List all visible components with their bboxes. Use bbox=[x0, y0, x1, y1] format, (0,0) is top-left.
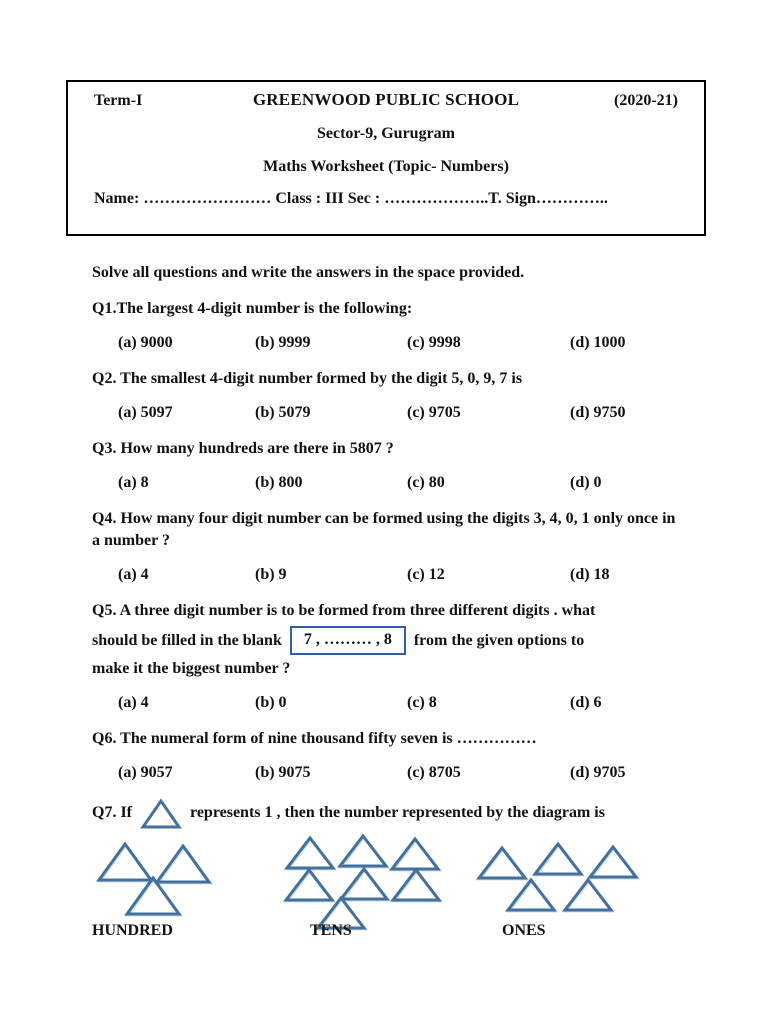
option-d: (d) 9750 bbox=[570, 404, 626, 421]
triangle-icon bbox=[565, 880, 611, 910]
answer-blank-box: 7 , ……… , 8 bbox=[290, 626, 406, 655]
triangle-icon bbox=[286, 870, 332, 900]
ones-label: ONES bbox=[502, 922, 546, 939]
triangle-icon bbox=[392, 839, 438, 869]
hundred-label: HUNDRED bbox=[92, 922, 173, 939]
tens-label: TENS bbox=[310, 922, 352, 939]
option-d: (d) 18 bbox=[570, 566, 610, 583]
triangle-icon bbox=[340, 836, 386, 866]
question-7-prefix: Q7. If bbox=[92, 804, 132, 821]
triangle-icon bbox=[99, 844, 151, 880]
option-d: (d) 0 bbox=[570, 474, 602, 491]
term-label: Term-I bbox=[94, 92, 143, 109]
option-c: (c) 9998 bbox=[407, 334, 461, 351]
triangle-icon bbox=[479, 848, 525, 878]
triangle-icon bbox=[157, 846, 209, 882]
question-3: Q3. How many hundreds are there in 5807 ? bbox=[92, 440, 394, 457]
place-value-diagram bbox=[92, 834, 678, 920]
question-3-options bbox=[92, 472, 678, 494]
school-address: Sector-9, Gurugram bbox=[316, 125, 456, 142]
option-a: (a) 5097 bbox=[118, 404, 173, 421]
triangle-icon bbox=[590, 847, 636, 877]
worksheet-title: Maths Worksheet (Topic- Numbers) bbox=[263, 158, 509, 175]
question-5-text-after-blank: from the given options to bbox=[413, 632, 585, 649]
option-d: (d) 1000 bbox=[570, 334, 626, 351]
hundred-triangles-group bbox=[95, 838, 265, 920]
session-year: (2020-21) bbox=[614, 92, 678, 109]
triangle-icon bbox=[287, 838, 333, 868]
question-6-options bbox=[92, 762, 678, 784]
option-a: (a) 8 bbox=[118, 474, 149, 491]
instruction-text: Solve all questions and write the answers in the space provided. bbox=[92, 264, 525, 281]
header-row-top bbox=[94, 90, 678, 110]
question-5-line2 bbox=[92, 626, 678, 656]
question-5-options bbox=[92, 692, 678, 714]
option-b: (b) 0 bbox=[255, 694, 287, 711]
question-7-suffix: represents 1 , then the number represented by the diagram is bbox=[190, 804, 605, 821]
option-d: (d) 6 bbox=[570, 694, 602, 711]
option-c: (c) 8 bbox=[407, 694, 437, 711]
triangle-icon bbox=[341, 869, 387, 899]
triangle-icon bbox=[140, 798, 182, 830]
option-a: (a) 9057 bbox=[118, 764, 173, 781]
option-b: (b) 9 bbox=[255, 566, 287, 583]
triangle-icon bbox=[393, 870, 439, 900]
worksheet-body bbox=[92, 250, 678, 946]
tens-triangles-group bbox=[283, 834, 445, 930]
triangle-icon bbox=[508, 880, 554, 910]
option-b: (b) 800 bbox=[255, 474, 303, 491]
diagram-labels bbox=[92, 922, 678, 946]
option-b: (b) 5079 bbox=[255, 404, 311, 421]
name-class-sign-line: Name: …………………… Class : III Sec : ………………..T. Sign………….. bbox=[94, 190, 608, 207]
question-5-line1: Q5. A three digit number is to be formed from three different digits . what bbox=[92, 602, 596, 619]
question-1: Q1.The largest 4-digit number is the following: bbox=[92, 300, 413, 317]
option-d: (d) 9705 bbox=[570, 764, 626, 781]
option-c: (c) 12 bbox=[407, 566, 445, 583]
option-a: (a) 4 bbox=[118, 566, 149, 583]
option-a: (a) 4 bbox=[118, 694, 149, 711]
school-name: GREENWOOD PUBLIC SCHOOL bbox=[252, 90, 520, 109]
question-5-text-before-blank: should be filled in the blank bbox=[92, 632, 282, 649]
question-2: Q2. The smallest 4-digit number formed by the digit 5, 0, 9, 7 is bbox=[92, 370, 523, 387]
option-b: (b) 9999 bbox=[255, 334, 311, 351]
option-a: (a) 9000 bbox=[118, 334, 173, 351]
triangle-icon bbox=[535, 844, 581, 874]
question-4-options bbox=[92, 564, 678, 586]
question-2-options bbox=[92, 402, 678, 424]
question-4: Q4. How many four digit number can be formed using the digits 3, 4, 0, 1 only once in a number ? bbox=[92, 510, 676, 549]
header-box bbox=[66, 80, 706, 236]
question-5-line3: make it the biggest number ? bbox=[92, 660, 291, 677]
ones-triangles-group bbox=[475, 838, 643, 916]
question-7 bbox=[92, 798, 678, 828]
option-c: (c) 9705 bbox=[407, 404, 461, 421]
option-b: (b) 9075 bbox=[255, 764, 311, 781]
option-c: (c) 8705 bbox=[407, 764, 461, 781]
question-1-options bbox=[92, 332, 678, 354]
option-c: (c) 80 bbox=[407, 474, 445, 491]
question-6: Q6. The numeral form of nine thousand fifty seven is …………… bbox=[92, 730, 537, 747]
